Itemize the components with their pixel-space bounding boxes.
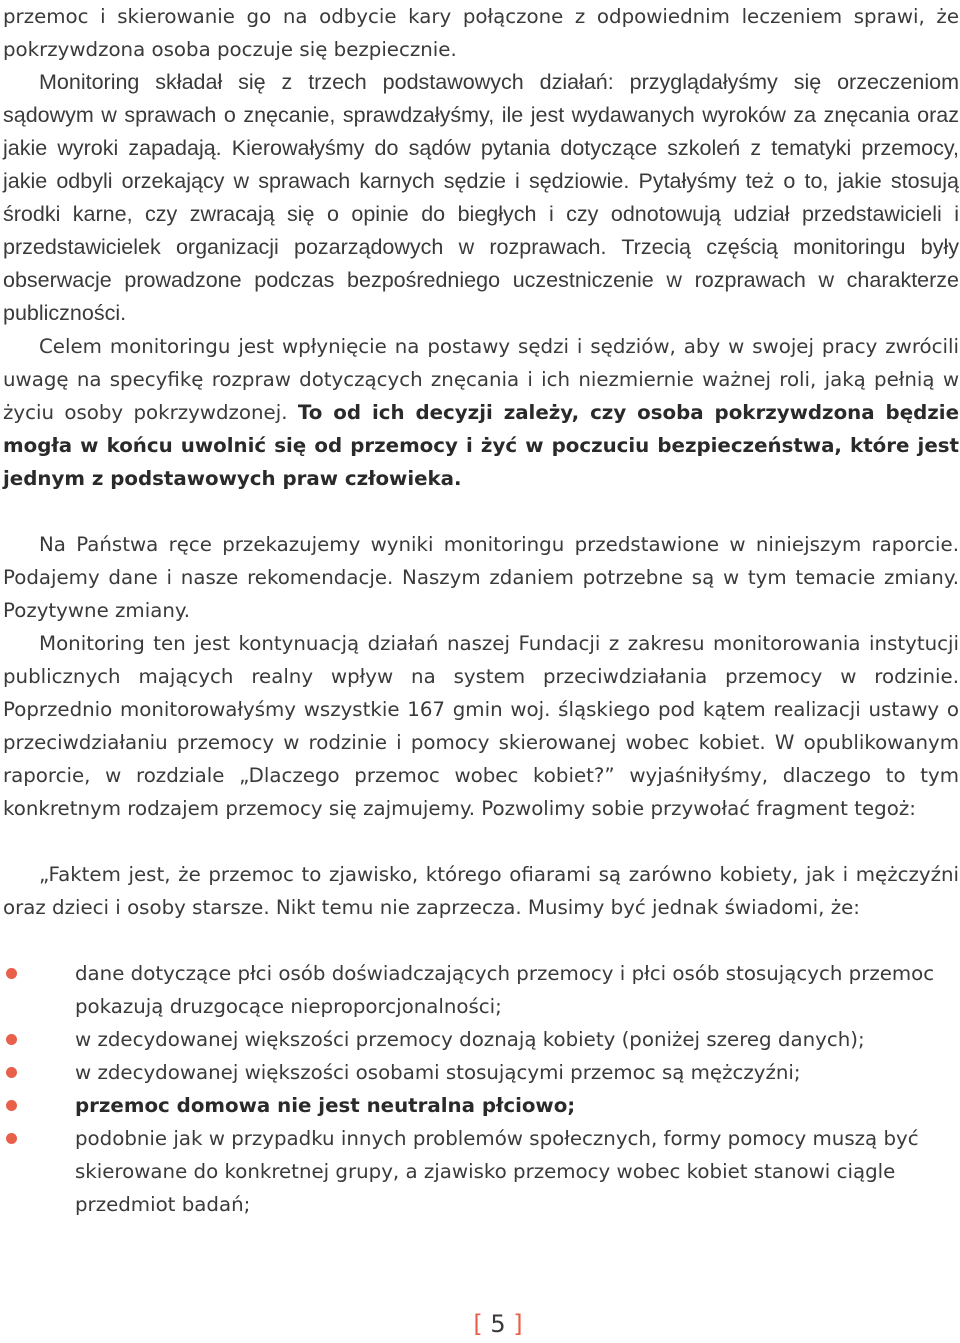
list-item-text: dane dotyczące płci osób doświadczających przemocy i płci osób stosujących przemoc pokazują druzgocące nieproporcjonalności; bbox=[75, 962, 935, 1018]
paragraph-continuation: Monitoring ten jest kontynuacją działań naszej Fundacji z zakresu monitorowania instytucji publicznych mających realny wpływ na system przeciwdziałania przemocy w rodzinie. Poprzednio monitorowałyśmy wszystkie 167 gmin woj. śląskiego pod kątem realizacji ustawy o przeciwdziałaniu przemocy w rodzinie i pomocy skierowanej wobec kobiet. W opublikowanym raporcie, w rozdziale „Dlaczego przemoc wobec kobiet?” wyjaśniłyśmy, dlaczego to tym konkretnym rodzajem przemocy się zajmujemy. Pozwolimy sobie przywołać fragment tegoż: bbox=[3, 632, 959, 820]
paragraph-monitoring-goal bbox=[3, 330, 959, 495]
list-item bbox=[3, 1023, 959, 1056]
list-item-text: w zdecydowanej większości przemocy doznają kobiety (poniżej szereg danych); bbox=[75, 1028, 865, 1051]
page-number bbox=[0, 1306, 960, 1342]
bullet-dot-icon bbox=[6, 1034, 17, 1045]
list-item bbox=[3, 957, 959, 1023]
bullet-dot-icon bbox=[6, 1100, 17, 1111]
page-number-value: 5 bbox=[490, 1310, 506, 1338]
list-item-text-bold: przemoc domowa nie jest neutralna płciowo; bbox=[75, 1094, 576, 1117]
spacer bbox=[3, 495, 959, 528]
goal-text: Celem monitoringu jest wpłynięcie na postawy sędzi i sędziów, aby w swojej pracy zwrócili uwagę na specyfikę rozpraw dotyczących znęcania i ich niezmiernie ważnej roli, jaką pełnią w życiu osoby pokrzywdzonej. bbox=[3, 335, 959, 424]
paragraph-monitoring-scope: Monitoring składał się z trzech podstawowych działań: przyglądałyśmy się orzeczeniom sądowym w sprawach o znęcanie, sprawdzałyśmy, ile jest wydawanych wyroków za znęcania oraz jakie wyroki zapadają. Kierowałyśmy do sądów pytania dotyczące szkoleń z tematyki przemocy, jakie odbyli orzekający w sprawach karnych sędzie i sędziowie. Pytałyśmy też o to, jakie stosują środki karne, czy zwracają się o opinie do biegłych i czy odnotowują udział przedstawicieli i przedstawicielek organizacji pozarządowych w rozprawach. Trzecią częścią monitoringu były obserwacje prowadzone podczas bezpośredniego uczestniczenie w rozprawach w charakterze publiczności. bbox=[3, 70, 959, 325]
bullet-list bbox=[3, 957, 959, 1221]
paragraph-results-intro: Na Państwa ręce przekazujemy wyniki monitoringu przedstawione w niniejszym raporcie. Podajemy dane i nasze rekomendacje. Naszym zdaniem potrzebne są w tym temacie zmiany. Pozytywne zmiany. bbox=[3, 533, 959, 622]
list-item bbox=[3, 1056, 959, 1089]
paragraph-continued: przemoc i skierowanie go na odbycie kary połączone z odpowiednim leczeniem sprawi, że pokrzywdzona osoba poczuje się bezpiecznie. bbox=[3, 5, 959, 61]
spacer bbox=[3, 924, 959, 957]
list-item-text: w zdecydowanej większości osobami stosującymi przemoc są mężczyźni; bbox=[75, 1061, 801, 1084]
goal-bold-text: To od ich decyzji zależy, czy osoba pokrzywdzona będzie mogła w końcu uwolnić się od przemocy i żyć w poczuciu bezpieczeństwa, które jest jednym z podstawowych praw człowieka. bbox=[3, 401, 959, 490]
bullet-dot-icon bbox=[6, 1133, 17, 1144]
quote-paragraph: „Faktem jest, że przemoc to zjawisko, którego ofiarami są zarówno kobiety, jak i mężczyźni oraz dzieci i osoby starsze. Nikt temu nie zaprzecza. Musimy być jednak świadomi, że: bbox=[3, 863, 959, 919]
page-bracket-close: ] bbox=[513, 1310, 523, 1338]
spacer bbox=[3, 825, 959, 858]
list-item bbox=[3, 1089, 959, 1122]
list-item-text: podobnie jak w przypadku innych problemów społecznych, formy pomocy muszą być skierowane do konkretnej grupy, a zjawisko przemocy wobec kobiet stanowi ciągle przedmiot badań; bbox=[75, 1127, 919, 1216]
document-page bbox=[3, 0, 959, 1221]
bullet-dot-icon bbox=[6, 1067, 17, 1078]
list-item bbox=[3, 1122, 959, 1221]
bullet-dot-icon bbox=[6, 968, 17, 979]
page-bracket-open: [ bbox=[473, 1310, 483, 1338]
